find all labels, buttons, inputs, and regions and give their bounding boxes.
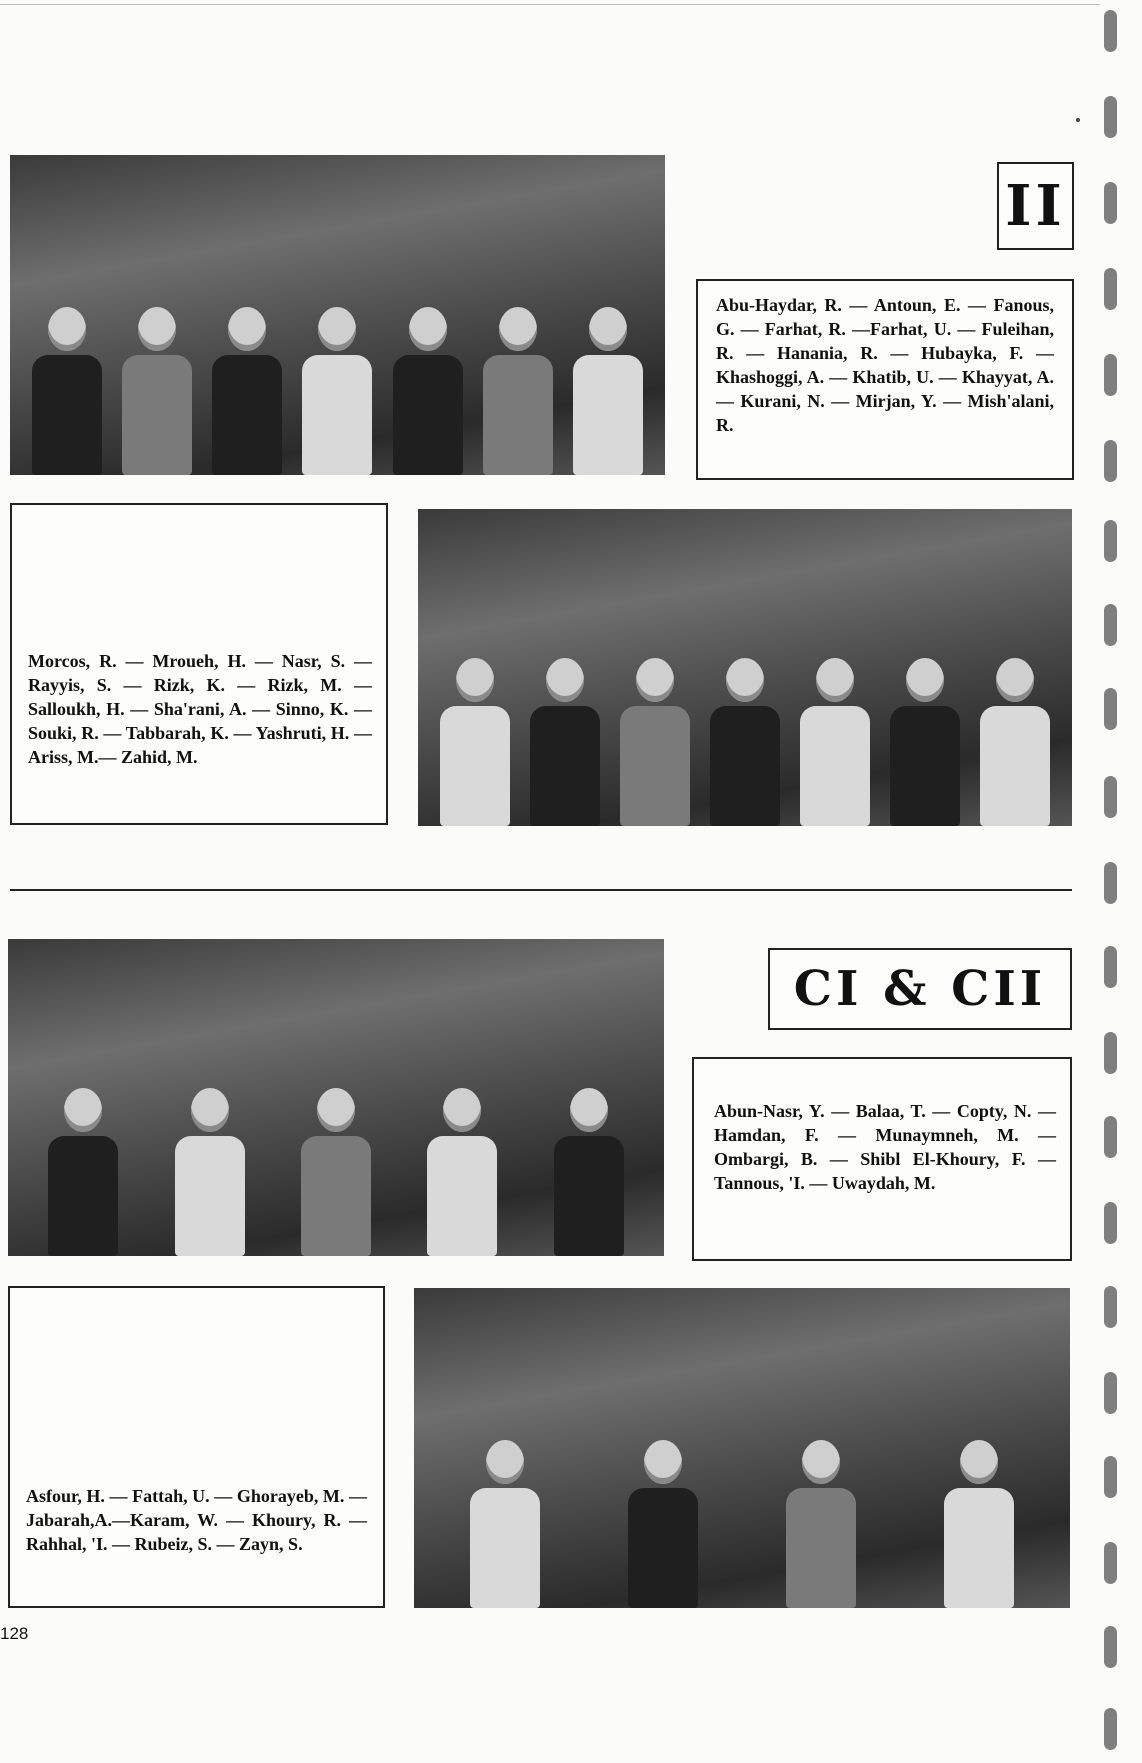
top-rule — [0, 4, 1100, 5]
page-number: 128 — [0, 1624, 29, 1643]
class-photo-ii-top — [10, 155, 665, 475]
class-photo-ci-bottom — [414, 1288, 1070, 1608]
names-box-ii-top — [696, 279, 1074, 480]
section-label-ii-text: II — [1005, 173, 1066, 239]
names-box-ci-top — [692, 1057, 1072, 1261]
section-label-ii — [997, 162, 1074, 250]
names-box-ci-bottom — [8, 1286, 385, 1608]
speck-dot — [1076, 118, 1080, 122]
section-label-ci-cii-text: CI & CII — [793, 961, 1047, 1017]
names-box-ii-bottom — [10, 503, 388, 825]
class-photo-ci-top — [8, 939, 664, 1256]
class-photo-ii-bottom — [418, 509, 1072, 826]
section-label-ci-cii — [768, 948, 1072, 1030]
names-ci-top: Abun-Nasr, Y. — Balaa, T. — Copty, N. — Hamdan, F. — Munaymneh, M. — Ombargi, B. — Shibl El-Khoury, F. — Tannous, 'I. — Uwaydah, M. — [714, 1101, 1056, 1193]
binder-holes — [1104, 0, 1124, 1763]
names-ci-bottom: Asfour, H. — Fattah, U. — Ghorayeb, M. — Jabarah,A.—Karam, W. — Khoury, R. — Rahhal, 'I. — Rubeiz, S. — Zayn, S. — [26, 1486, 367, 1554]
names-ii-bottom: Morcos, R. — Mroueh, H. — Nasr, S. — Rayyis, S. — Rizk, K. — Rizk, M. — Salloukh, H. — Sha'rani, A. — Sinno, K. — Souki, R. — Tabbarah, K. — Yashruti, H. — Ariss, M.— Zahid, M. — [28, 651, 372, 767]
names-ii-top: Abu-Haydar, R. — Antoun, E. — Fanous, G. — Farhat, R. —Farhat, U. — Fuleihan, R. — Hanania, R. — Hubayka, F. — Khashoggi, A. — Khatib, U. — Khayyat, A. — Kurani, N. — Mirjan, Y. — Mish'alani, R. — [716, 295, 1054, 435]
section-divider — [10, 889, 1072, 891]
